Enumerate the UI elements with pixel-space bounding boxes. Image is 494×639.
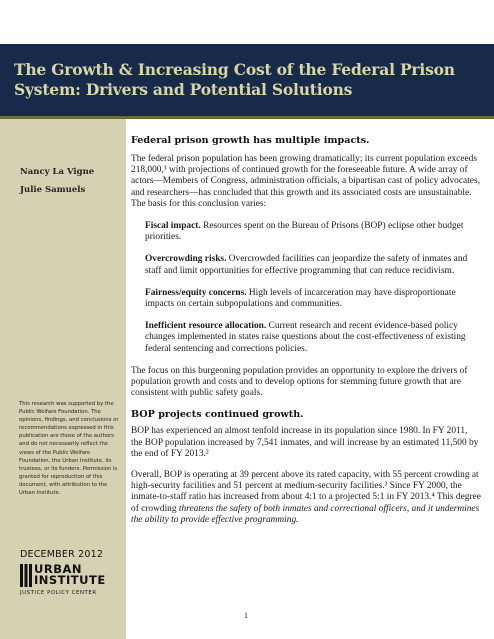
- urban-institute-logo-mark-icon: [20, 564, 32, 587]
- logo-text-institute: INSTITUTE: [34, 573, 106, 587]
- author-list: [20, 163, 94, 199]
- document-title: The Growth & Increasing Cost of the Federal Prison System: Drivers and Potential Solutions: [14, 60, 455, 99]
- list-item-text: Resources spent on the Bureau of Prisons (BOP) eclipse other budget priorities.: [145, 221, 464, 243]
- publication-date: DECEMBER 2012: [20, 549, 104, 560]
- author-name: Nancy La Vigne: [20, 167, 95, 177]
- growth-paragraph: BOP has experienced an almost tenfold increase in its population since 1980. In FY 2011, the BOP population increased by 7,541 inmates, and will increase by an estimated 11,500 by the end of FY 2013.²: [131, 426, 479, 459]
- list-item-lead: Inefficient resource allocation.: [145, 321, 267, 332]
- urban-institute-logo: [20, 564, 120, 614]
- sidebar: [0, 119, 126, 639]
- crowding-emphasis: threatens the safety of both inmates and correctional officers, and it undermines the ability to provide effective programming.: [131, 503, 480, 525]
- list-item: [145, 288, 481, 310]
- list-item-text: Current research and recent evidence-based policy changes implemented in states raise questions about the cost-effectiveness of existing federal sentencing and corrections policies.: [145, 321, 466, 354]
- crowding-text: Overall, BOP is operating at 39 percent above its rated capacity, with 55 percent crowding at high-security facilities and 51 percent at medium-security facilities.³ Since FY 2000, the inmate-to-staff ratio has increased from about 4:1 to a projected 5:1 in FY 2013.⁴ This degree of crowding: [131, 470, 481, 514]
- list-item-lead: Fairness/equity concerns.: [145, 287, 247, 298]
- list-item: [145, 321, 481, 355]
- focus-paragraph: The focus on this burgeoning population provides an opportunity to explore the drivers of population growth and costs and to develop options for stemming future growth that are consistent with public safety goals.: [131, 365, 468, 399]
- crowding-paragraph: [131, 470, 481, 526]
- list-item-lead: Overcrowding risks.: [145, 254, 227, 265]
- list-item-text: High levels of incarceration may have disproportionate impacts on certain subpopulations and communities.: [145, 287, 456, 310]
- logo-text-center: JUSTICE POLICY CENTER: [20, 590, 97, 596]
- funding-disclaimer: This research was supported by the Public Welfare Foundation. The opinions, findings, and conclusions or recommendations expressed in this publication are those of the authors and do not necessarily reflect the views of the Public Welfare Foundation, the Urban Institute, its trustees, or its funders. Permission is granted for reproduction of this document, with attribution to the Urban Institute.: [19, 401, 119, 497]
- impact-list: [145, 221, 481, 355]
- section-heading: Federal prison growth has multiple impacts.: [131, 135, 370, 146]
- list-item-text: Overcrowded facilities can jeopardize the safety of inmates and staff and limit opportunities for effective programming that can reduce recidivism.: [145, 254, 468, 276]
- author-name: Julie Samuels: [20, 185, 86, 195]
- logo-text-urban: URBAN: [34, 562, 82, 576]
- title-banner: [0, 44, 494, 116]
- list-item: [145, 221, 481, 243]
- main-content: [131, 135, 481, 526]
- page-number: 1: [244, 611, 248, 620]
- section-heading: BOP projects continued growth.: [131, 409, 304, 421]
- list-item: [145, 254, 481, 276]
- list-item-lead: Fiscal impact.: [145, 221, 201, 232]
- intro-paragraph: The federal prison population has been growing dramatically; its current population exceeds 218,000,¹ with projections of continued growth for the foreseeable future. A wide array of actors—Members of Congress, administration officials, a bipartisan cast of policy advocates, and researchers—has concluded that this growth and its associated costs are unsustainable. The basis for this conclusion varies:: [131, 154, 480, 209]
